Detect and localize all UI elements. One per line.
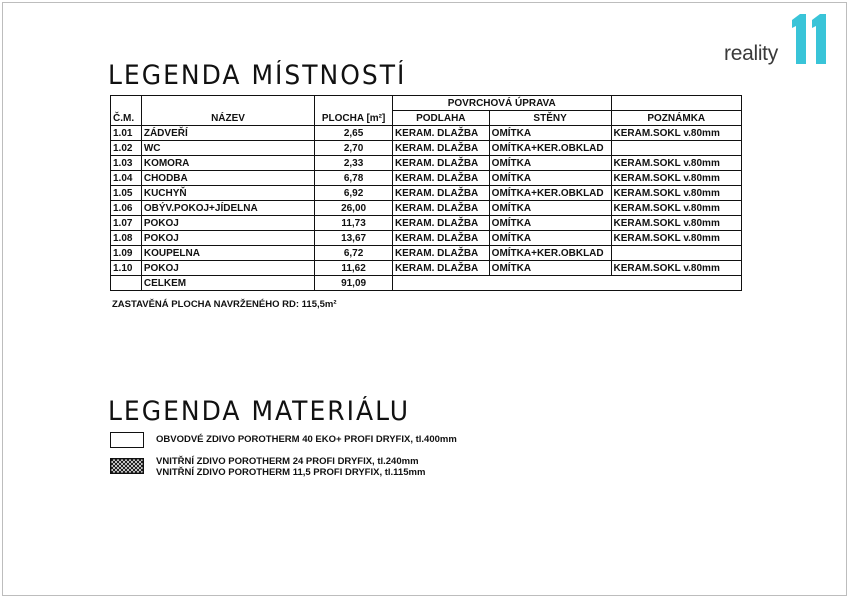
header-number: Č.M. [111, 96, 142, 126]
table-row [111, 201, 742, 216]
table-row [111, 261, 742, 276]
table-row [111, 231, 742, 246]
total-spacer-no [111, 276, 142, 291]
room-number: 1.03 [111, 156, 142, 171]
room-name: POKOJ [141, 261, 314, 276]
header-name: NÁZEV [141, 96, 314, 126]
total-spacer-rest [392, 276, 741, 291]
outer-wall-label: OBVODVÉ ZDIVO POROTHERM 40 EKO+ PROFI DRYFIX, tl.400mm [156, 434, 457, 445]
room-area: 13,67 [315, 231, 393, 246]
room-number: 1.06 [111, 201, 142, 216]
inner-wall-label-1: VNITŘNÍ ZDIVO POROTHERM 24 PROFI DRYFIX, tl.240mm [156, 456, 419, 467]
inner-wall-hatch-swatch [110, 458, 144, 474]
header-walls: STĚNY [489, 111, 611, 126]
room-name: KOMORA [141, 156, 314, 171]
room-note: KERAM.SOKL v.80mm [611, 156, 741, 171]
total-area: 91,09 [315, 276, 393, 291]
built-area-note: ZASTAVĚNÁ PLOCHA NAVRŽENÉHO RD: 115,5m² [112, 299, 337, 310]
room-name: ZÁDVEŘÍ [141, 126, 314, 141]
room-number: 1.09 [111, 246, 142, 261]
room-number: 1.02 [111, 141, 142, 156]
header-note: POZNÁMKA [611, 111, 741, 126]
room-area: 6,92 [315, 186, 393, 201]
rooms-table [110, 95, 742, 291]
room-floor: KERAM. DLAŽBA [392, 186, 489, 201]
room-floor: KERAM. DLAŽBA [392, 201, 489, 216]
header-surface-group: POVRCHOVÁ ÚPRAVA [392, 96, 611, 111]
room-name: POKOJ [141, 231, 314, 246]
room-note [611, 246, 741, 261]
header-note-spacer [611, 96, 741, 111]
room-note: KERAM.SOKL v.80mm [611, 261, 741, 276]
room-floor: KERAM. DLAŽBA [392, 141, 489, 156]
total-label: CELKEM [141, 276, 314, 291]
inner-wall-label-2: VNITŘNÍ ZDIVO POROTHERM 11,5 PROFI DRYFIX, tl.115mm [156, 467, 426, 478]
table-total-row [111, 276, 742, 291]
room-note: KERAM.SOKL v.80mm [611, 201, 741, 216]
room-floor: KERAM. DLAŽBA [392, 171, 489, 186]
room-area: 2,33 [315, 156, 393, 171]
room-area: 6,78 [315, 171, 393, 186]
room-name: WC [141, 141, 314, 156]
room-note [611, 141, 741, 156]
table-row [111, 156, 742, 171]
table-row [111, 246, 742, 261]
table-row [111, 171, 742, 186]
room-walls: OMÍTKA [489, 171, 611, 186]
outer-wall-swatch [110, 432, 144, 448]
room-number: 1.04 [111, 171, 142, 186]
room-area: 2,70 [315, 141, 393, 156]
room-walls: OMÍTKA+KER.OBKLAD [489, 141, 611, 156]
room-walls: OMÍTKA [489, 201, 611, 216]
room-floor: KERAM. DLAŽBA [392, 156, 489, 171]
room-note: KERAM.SOKL v.80mm [611, 231, 741, 246]
room-name: KUCHYŇ [141, 186, 314, 201]
room-note: KERAM.SOKL v.80mm [611, 126, 741, 141]
room-walls: OMÍTKA [489, 216, 611, 231]
room-floor: KERAM. DLAŽBA [392, 231, 489, 246]
room-note: KERAM.SOKL v.80mm [611, 171, 741, 186]
table-row [111, 216, 742, 231]
header-floor: PODLAHA [392, 111, 489, 126]
room-floor: KERAM. DLAŽBA [392, 216, 489, 231]
room-number: 1.07 [111, 216, 142, 231]
table-header-row-1 [111, 96, 742, 111]
room-number: 1.01 [111, 126, 142, 141]
room-area: 11,62 [315, 261, 393, 276]
room-area: 2,65 [315, 126, 393, 141]
brand-logo [724, 14, 834, 70]
room-walls: OMÍTKA [489, 156, 611, 171]
room-walls: OMÍTKA [489, 126, 611, 141]
room-floor: KERAM. DLAŽBA [392, 261, 489, 276]
room-number: 1.05 [111, 186, 142, 201]
room-floor: KERAM. DLAŽBA [392, 126, 489, 141]
room-number: 1.10 [111, 261, 142, 276]
room-walls: OMÍTKA [489, 231, 611, 246]
room-name: KOUPELNA [141, 246, 314, 261]
brand-11-icon [790, 14, 830, 64]
room-area: 26,00 [315, 201, 393, 216]
table-row [111, 141, 742, 156]
table-row [111, 126, 742, 141]
room-name: POKOJ [141, 216, 314, 231]
header-area: PLOCHA [m²] [315, 96, 393, 126]
room-area: 6,72 [315, 246, 393, 261]
room-walls: OMÍTKA+KER.OBKLAD [489, 246, 611, 261]
room-name: CHODBA [141, 171, 314, 186]
room-floor: KERAM. DLAŽBA [392, 246, 489, 261]
room-note: KERAM.SOKL v.80mm [611, 216, 741, 231]
room-walls: OMÍTKA+KER.OBKLAD [489, 186, 611, 201]
room-name: OBÝV.POKOJ+JÍDELNA [141, 201, 314, 216]
materials-heading: LEGENDA MATERIÁLU [108, 396, 411, 427]
room-walls: OMÍTKA [489, 261, 611, 276]
rooms-heading: LEGENDA MÍSTNOSTÍ [108, 60, 407, 91]
room-area: 11,73 [315, 216, 393, 231]
table-row [111, 186, 742, 201]
room-number: 1.08 [111, 231, 142, 246]
room-note: KERAM.SOKL v.80mm [611, 186, 741, 201]
brand-word: reality [724, 42, 778, 65]
